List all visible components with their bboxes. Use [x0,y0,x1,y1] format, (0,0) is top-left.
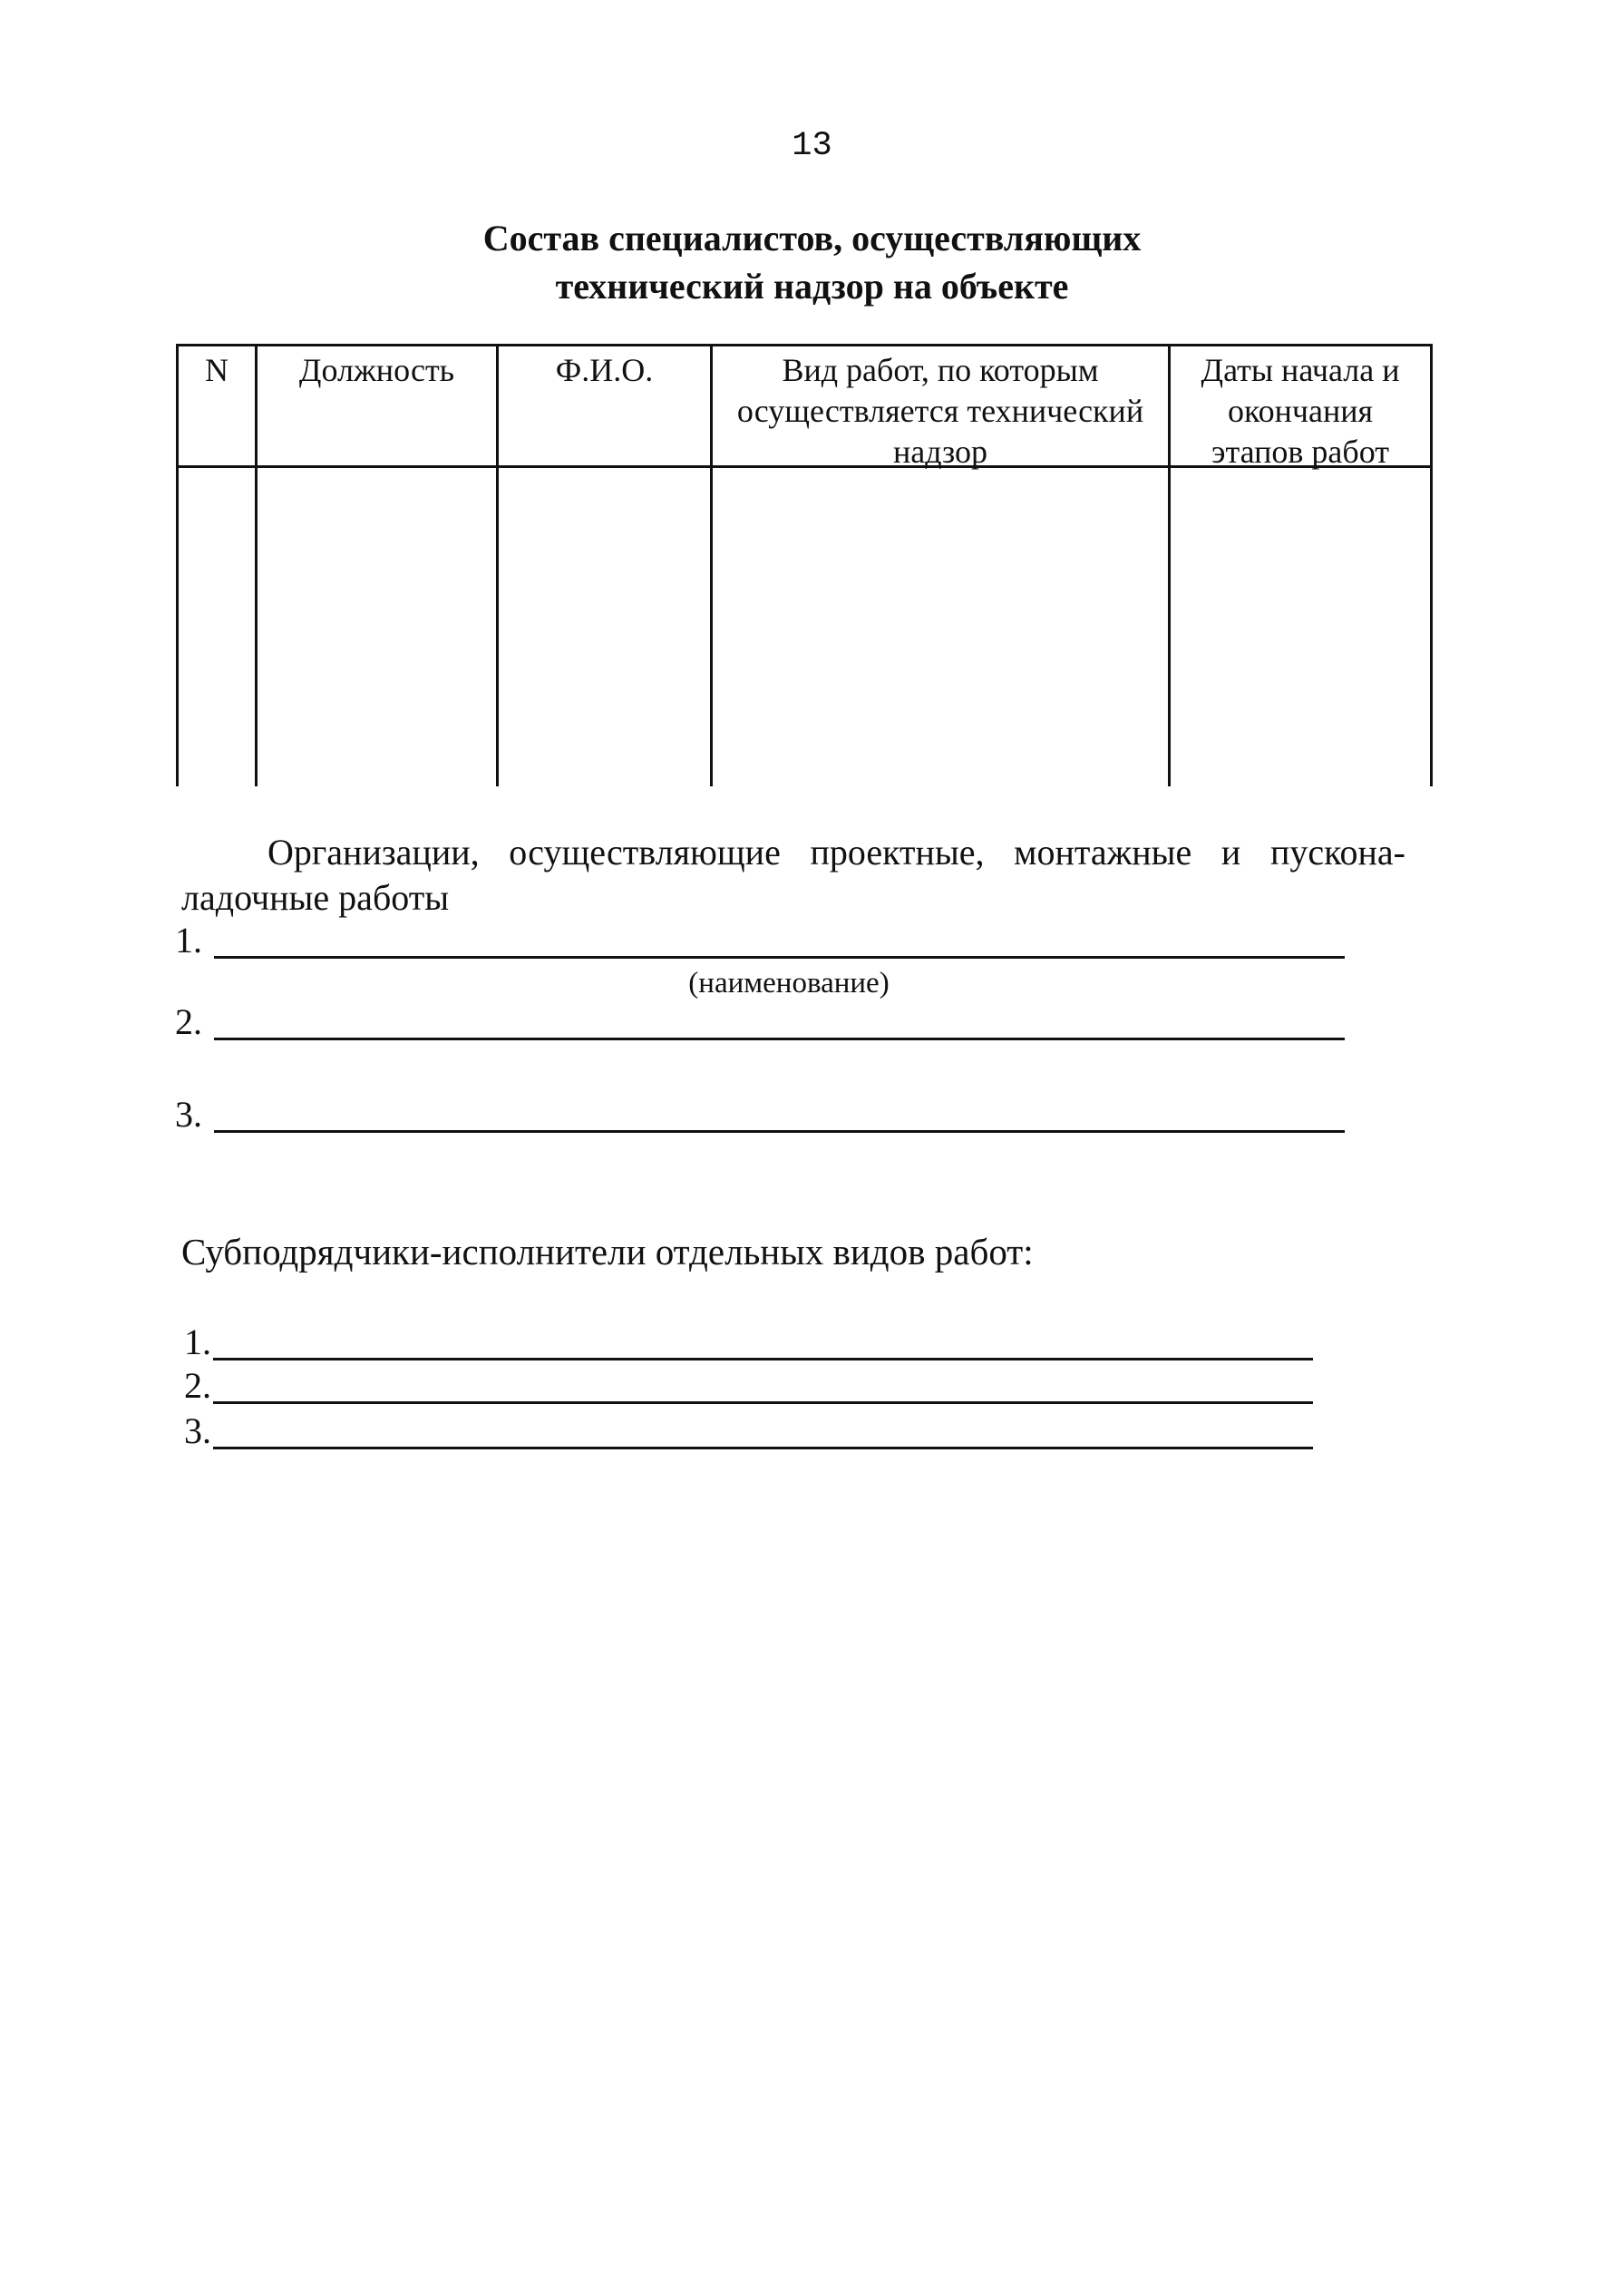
header-text: надзор [892,434,987,470]
header-cell-dates [1171,346,1430,470]
header-cell-position [258,346,496,466]
page-title [0,214,1624,310]
organization-entry-3[interactable] [175,1094,1354,1135]
specialists-table [176,344,1433,786]
subcontractors-heading: Субподрядчики-исполнители отдельных видов работ: [181,1231,1034,1273]
name-caption: (наименование) [688,967,890,1000]
header-text: этапов работ [1211,434,1389,470]
entry-number: 3. [184,1410,211,1451]
header-cell-fio [499,346,710,466]
fill-line [213,1358,1313,1360]
subcontractor-entry-2[interactable] [184,1365,1327,1406]
fill-line [213,1447,1313,1449]
page-number: 13 [792,127,832,165]
header-text: Даты начала и [1201,352,1400,388]
header-cell-number [179,346,255,466]
fill-line [214,1038,1345,1040]
header-text: осуществляется технический [736,393,1144,429]
organization-entry-1[interactable] [175,922,1354,959]
entry-number: 3. [175,1094,202,1135]
organization-entry-2[interactable] [175,1001,1354,1042]
fill-line [214,956,1345,959]
fill-line [213,1401,1313,1404]
organizations-text-line-2: ладочные работы [181,877,450,918]
header-text: Ф.И.О. [555,352,654,388]
subcontractor-entry-3[interactable] [184,1410,1327,1451]
subcontractor-entry-1[interactable] [184,1321,1327,1362]
title-line-2: технический надзор на объекте [555,266,1069,307]
header-text: Должность [298,352,455,388]
entry-number: 2. [184,1365,211,1406]
entry-number: 1. [184,1321,211,1362]
title-line-1: Состав специалистов, осуществляющих [482,218,1142,258]
header-text: окончания [1227,393,1374,429]
header-text: Вид работ, по которым [782,352,1099,388]
fill-line [214,1130,1345,1133]
organizations-paragraph [181,830,1405,921]
entry-number: 2. [175,1001,202,1042]
organizations-text-line-1: Организации, осуществляющие проектные, монтажные и пускона- [267,832,1405,873]
table-col-border [1430,344,1433,786]
header-text: N [205,352,229,388]
entry-number: 1. [175,920,202,961]
header-cell-work-type [713,346,1168,470]
